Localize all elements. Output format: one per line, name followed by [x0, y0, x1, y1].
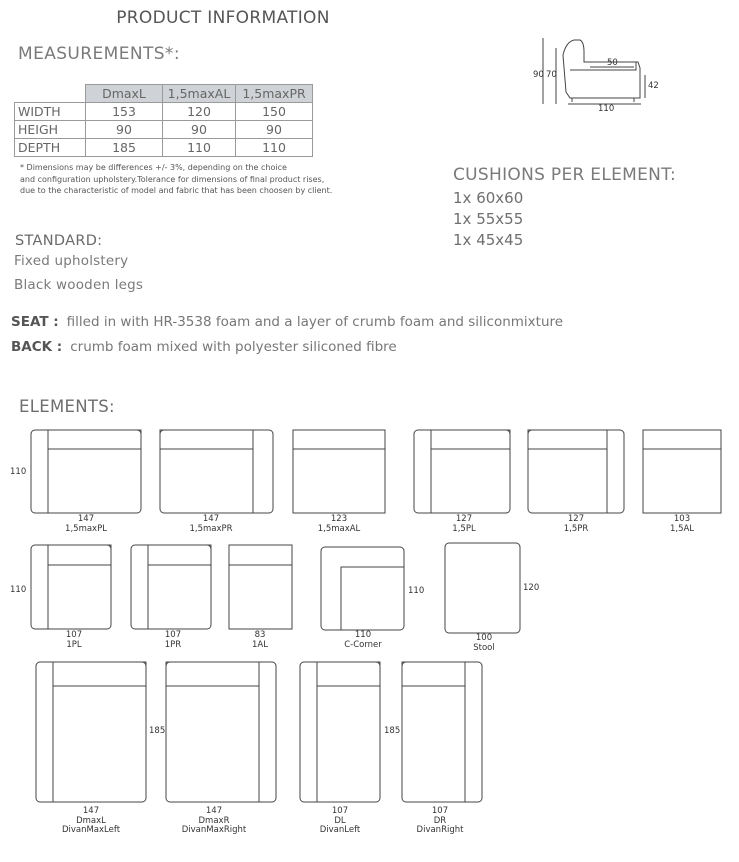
seat-text: filled in with HR-3538 foam and a layer of crumb foam and siliconmixture: [66, 314, 564, 330]
element-label: 107 1PR: [164, 630, 182, 650]
element-label: 100 Stool: [473, 633, 495, 653]
element-divan-right-drawing: [402, 662, 482, 802]
back-label: BACK :: [11, 339, 63, 355]
row-1-depth-dim: 110: [10, 467, 27, 477]
table-cell: 90: [86, 121, 163, 139]
element-label: 147 1,5maxPR: [189, 514, 233, 534]
measurements-heading: MEASUREMENTS*:: [18, 44, 180, 64]
element-1-5maxPR-drawing: [160, 430, 273, 513]
element-divan-left-drawing: [300, 662, 380, 802]
diagram-seat-depth: 50: [607, 58, 618, 68]
sofa-side-view-drawing: [543, 38, 645, 104]
back-text: crumb foam mixed with polyester siliconed fibre: [70, 339, 397, 355]
column-header: 1,5maxPR: [236, 85, 313, 103]
diagram-depth: 110: [598, 104, 615, 114]
element-label: 107 DR DivanRight: [416, 806, 464, 835]
element-1PL-drawing: [31, 545, 111, 629]
table-cell: 110: [163, 139, 236, 157]
row-header: HEIGH: [15, 121, 86, 139]
page-title: PRODUCT INFORMATION: [116, 8, 330, 28]
element-stool-drawing: [445, 543, 520, 633]
standard-item: Fixed upholstery: [14, 253, 129, 269]
table-cell: 153: [86, 103, 163, 121]
element-1-5PL-drawing: [414, 430, 510, 513]
element-1-5AL-drawing: [643, 430, 721, 513]
column-header: DmaxL: [86, 85, 163, 103]
element-label: 110 C-Corner: [344, 630, 382, 650]
cushions-heading: CUSHIONS PER ELEMENT:: [453, 165, 677, 185]
element-label: 107 DL DivanLeft: [319, 806, 361, 835]
cushion-item: 1x 45x45: [453, 231, 524, 249]
element-1-5PR-drawing: [528, 430, 624, 513]
column-header: 1,5maxAL: [163, 85, 236, 103]
row-3-depth-dim-b: 185: [384, 726, 401, 736]
elements-heading: ELEMENTS:: [19, 397, 115, 416]
element-label: 83 1AL: [252, 630, 268, 650]
seat-label: SEAT :: [11, 314, 59, 330]
stool-side-dim: 120: [523, 583, 540, 593]
element-divan-max-right-drawing: [166, 662, 276, 802]
element-label: 147 1,5maxPL: [65, 514, 107, 534]
element-label: 147 DmaxL DivanMaxLeft: [61, 806, 121, 835]
cushion-item: 1x 60x60: [453, 189, 524, 207]
table-cell: 150: [236, 103, 313, 121]
element-label: 127 1,5PR: [563, 514, 589, 534]
element-c-corner-drawing: [321, 547, 404, 630]
element-label: 107 1PL: [65, 630, 83, 650]
table-cell: 110: [236, 139, 313, 157]
row-header: DEPTH: [15, 139, 86, 157]
table-cell: 90: [236, 121, 313, 139]
element-label: 127 1,5PL: [452, 514, 476, 534]
element-label: 103 1,5AL: [669, 514, 695, 534]
standard-item: Black wooden legs: [14, 277, 144, 293]
element-1-5maxAL-drawing: [293, 430, 385, 513]
c-corner-side-dim: 110: [408, 586, 425, 596]
note-line: and configuration upholstery.Tolerance for dimensions of final product rises,: [20, 174, 325, 184]
diagram-height-back: 70: [546, 70, 557, 80]
element-1AL-drawing: [229, 545, 292, 629]
element-label: 147 DmaxR DivanMaxRight: [181, 806, 247, 835]
table-cell: 120: [163, 103, 236, 121]
note-line: due to the characteristic of model and fabric that has been choosen by client.: [20, 186, 333, 195]
diagram-height-total: 90: [533, 70, 544, 80]
row-3-depth-dim: 185: [149, 726, 166, 736]
element-divan-max-left-drawing: [36, 662, 146, 802]
cushion-item: 1x 55x55: [453, 210, 524, 228]
note-line: * Dimensions may be differences +/- 3%, depending on the choice: [20, 163, 287, 172]
standard-heading: STANDARD:: [15, 233, 103, 249]
row-header: WIDTH: [15, 103, 86, 121]
element-1PR-drawing: [131, 545, 211, 629]
table-cell: 90: [163, 121, 236, 139]
element-1-5maxPL-drawing: [31, 430, 141, 513]
row-2-depth-dim: 110: [10, 585, 27, 595]
diagram-seat-height: 42: [648, 81, 659, 91]
element-label: 123 1,5maxAL: [317, 514, 361, 534]
table-cell: 185: [86, 139, 163, 157]
